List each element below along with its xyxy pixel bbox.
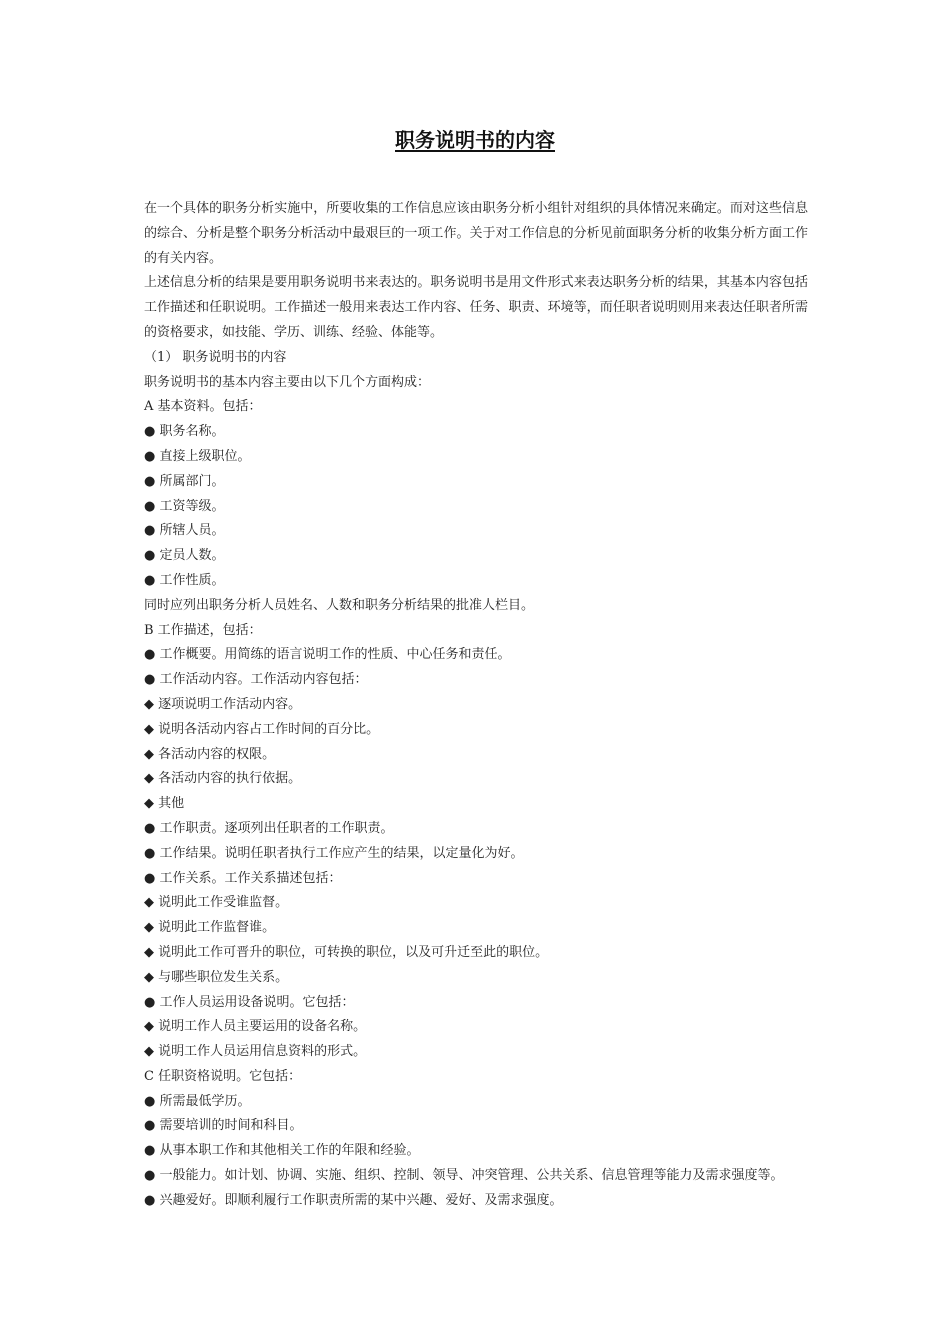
document-body (144, 197, 808, 1214)
section-heading: （1） 职务说明书的内容 (144, 349, 287, 365)
intro-paragraph: 在一个具体的职务分析实施中，所要收集的工作信息应该由职务分析小组针对组织的具体情况来确定。而对这些信息的综合、分析是整个职务分析活动中最艰巨的一项工作。关于对工作信息的分析见前面职务分析的收集分析方面工作的有关内容。 (144, 201, 808, 266)
list-item: ● 所辖人员。 (144, 523, 225, 539)
text-line: 职务说明书的基本内容主要由以下几个方面构成： (144, 374, 431, 390)
sub-list-item: ◆ 说明各活动内容占工作时间的百分比。 (144, 721, 380, 737)
list-item: ● 一般能力。如计划、协调、实施、组织、控制、领导、冲突管理、公共关系、信息管理等能力及需求强度等。 (144, 1168, 784, 1184)
list-item: ● 需要培训的时间和科目。 (144, 1118, 303, 1134)
sub-list-item: ◆ 其他 (144, 796, 185, 812)
list-item: ● 直接上级职位。 (144, 448, 251, 464)
sub-list-item: ◆ 逐项说明工作活动内容。 (144, 696, 302, 712)
sub-list-item: ◆ 与哪些职位发生关系。 (144, 969, 289, 985)
sub-list-item: ◆ 各活动内容的权限。 (144, 746, 276, 762)
sub-list-item: ◆ 说明此工作可晋升的职位，可转换的职位，以及可升迁至此的职位。 (144, 944, 549, 960)
list-item: ● 定员人数。 (144, 548, 225, 564)
sub-list-item: ◆ 各活动内容的执行依据。 (144, 771, 302, 787)
list-item: ● 职务名称。 (144, 424, 225, 440)
list-item: ● 工作活动内容。工作活动内容包括： (144, 672, 368, 688)
sub-list-item: ◆ 说明工作人员主要运用的设备名称。 (144, 1019, 367, 1035)
list-item: ● 工作概要。用简练的语言说明工作的性质、中心任务和责任。 (144, 647, 511, 663)
list-item: ● 兴趣爱好。即顺利履行工作职责所需的某中兴趣、爱好、及需求强度。 (144, 1192, 563, 1208)
summary-paragraph: 上述信息分析的结果是要用职务说明书来表达的。职务说明书是用文件形式来表达职务分析的结果，其基本内容包括工作描述和任职说明。工作描述一般用来表达工作内容、任务、职责、环境等，而任职者说明则用来表达任职者所需的资格要求，如技能、学历、训练、经验、体能等。 (144, 275, 808, 340)
list-item: ● 工作结果。说明任职者执行工作应产生的结果，以定量化为好。 (144, 845, 524, 861)
section-b-heading: B 工作描述，包括： (144, 622, 262, 638)
sub-list-item: ◆ 说明工作人员运用信息资料的形式。 (144, 1044, 367, 1060)
list-item: ● 工作人员运用设备说明。它包括： (144, 994, 355, 1010)
sub-list-item: ◆ 说明此工作受谁监督。 (144, 895, 289, 911)
list-item: ● 工作性质。 (144, 572, 225, 588)
sub-list-item: ◆ 说明此工作监督谁。 (144, 920, 276, 936)
page-title: 职务说明书的内容 (395, 128, 555, 152)
list-item: ● 工作关系。工作关系描述包括： (144, 870, 342, 886)
list-item: ● 工作职责。逐项列出任职者的工作职责。 (144, 820, 394, 836)
list-item: ● 工资等级。 (144, 498, 225, 514)
list-item: ● 从事本职工作和其他相关工作的年限和经验。 (144, 1143, 420, 1159)
section-a-heading: A 基本资料。包括： (144, 399, 262, 415)
list-item: ● 所属部门。 (144, 473, 225, 489)
list-item: ● 所需最低学历。 (144, 1093, 251, 1109)
section-c-heading: C 任职资格说明。它包括： (144, 1068, 302, 1084)
text-line: 同时应列出职务分析人员姓名、人数和职务分析结果的批准人栏目。 (144, 597, 535, 613)
